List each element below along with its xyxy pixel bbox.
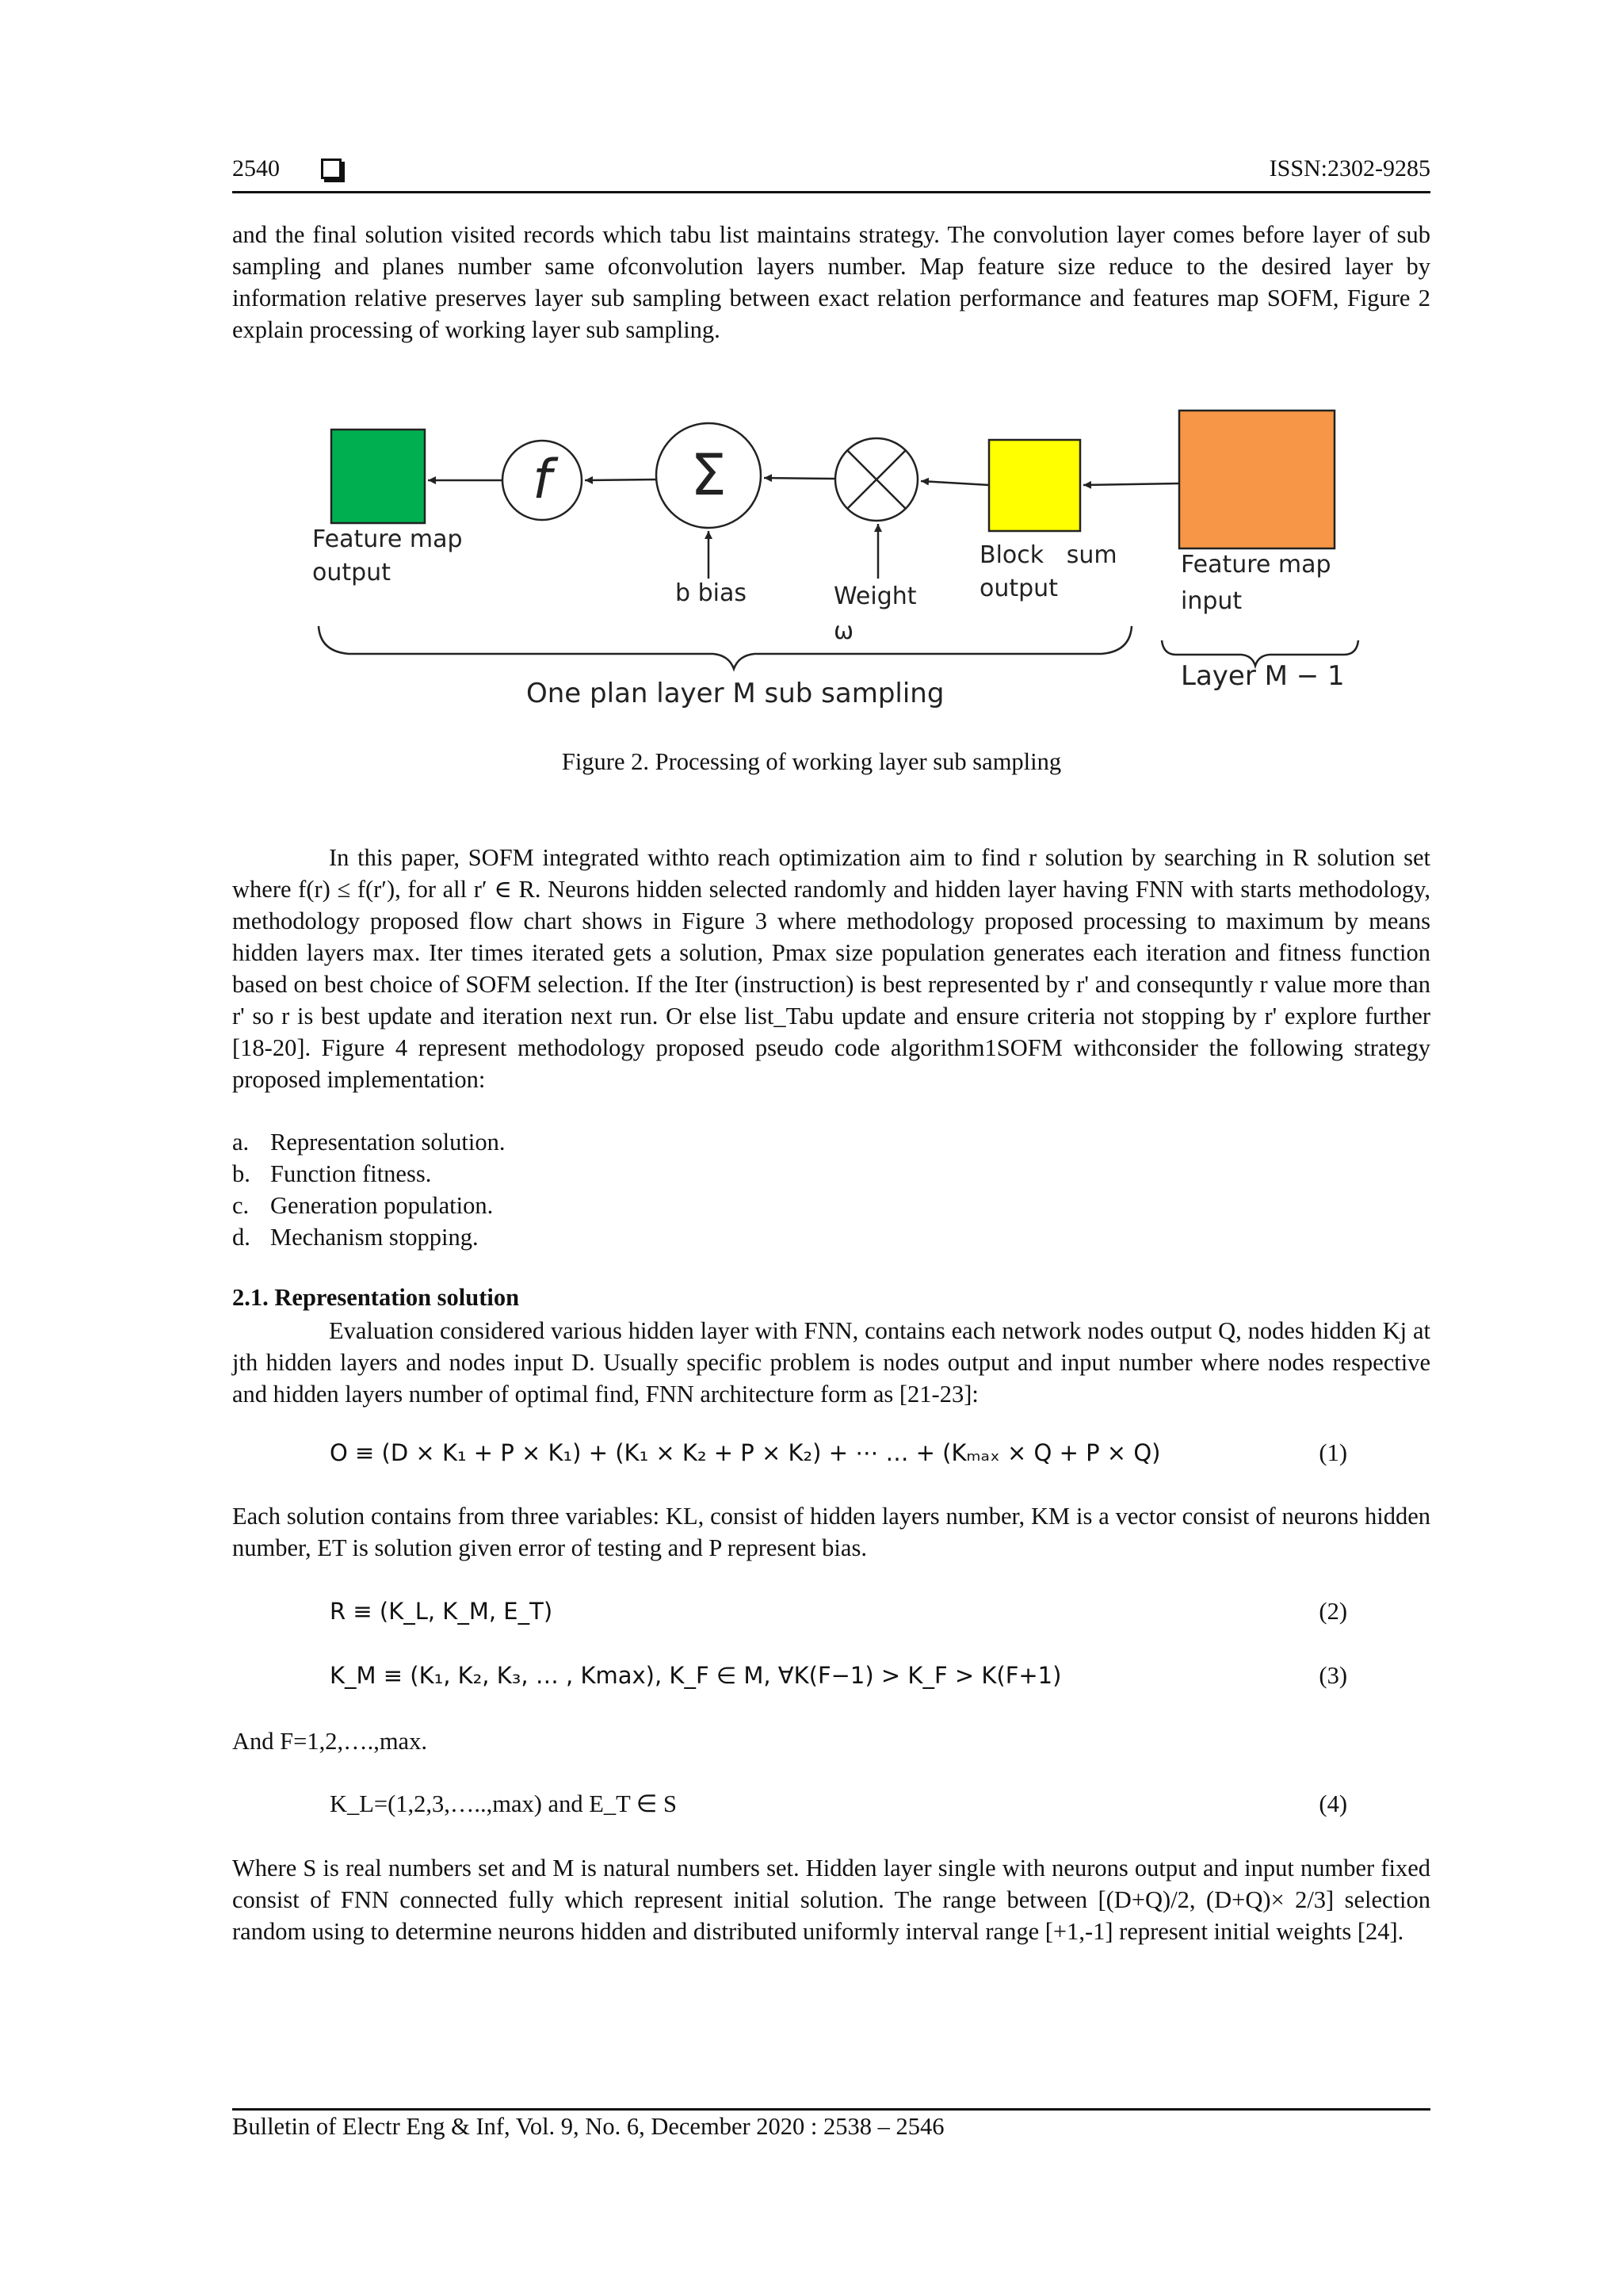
equation-3 [330, 1662, 1347, 1697]
block-sum-label-1: Block sum [980, 541, 1117, 569]
issn: ISSN:2302-9285 [1269, 155, 1430, 181]
block-sum-label-2: output [980, 575, 1058, 602]
feature-map-output-label-1: Feature map [312, 525, 463, 553]
list-item: a. Representation solution. [232, 1129, 506, 1156]
and-line: And F=1,2,….,max. [232, 1728, 427, 1755]
paragraph-2: In this paper, SOFM integrated withto reach optimization aim to find r solution by searching in R solution set where f(r) ≤ f(r′), for all r′ ∈ R. Neurons hidden selected randomly and hidden layer having FNN with starts methodology, methodology proposed flow chart shows in Figure 3 where methodology proposed processing to maximum by means hidden layers max. Iter times iterated gets a solution, Pmax size population generates each iteration and fitness function based on best choice of SOFM selection. If the Iter (instruction) is best represented by r' and consequntly r value more than r' so r is best update and iteration next run. Or else list_Tabu update and ensure criteria not stopping by r' explore further [18-20]. Figure 4 represent methodology proposed pseudo code algorithm1SOFM withconsider the following strategy proposed implementation: [232, 844, 1430, 1093]
list-item: d. Mechanism stopping. [232, 1224, 479, 1251]
header-rule [232, 191, 1430, 193]
feature-map-output-label-2: output [312, 559, 391, 586]
equation-1 [330, 1439, 1347, 1474]
intro-paragraph: and the final solution visited records which tabu list maintains strategy. The convolution layer comes before layer of sub sampling and planes number same ofconvolution layers number. Map feature size reduce to the desired layer by information relative preserves layer sub sampling between exact relation performance and features map SOFM, Figure 2 explain processing of working layer sub sampling. [232, 221, 1430, 343]
equation-4-body: K_L=(1,2,3,…..,max) and E_T ∈ S [330, 1790, 677, 1817]
strategy-list [232, 1126, 1430, 1253]
b-bias-label: b bias [675, 579, 747, 607]
square-bullet-icon [321, 159, 342, 179]
footer-rule [232, 2108, 1430, 2111]
feature-map-input-label-1: Feature map [1181, 551, 1331, 579]
brace-sub-sampling [319, 626, 1132, 669]
equation-2-number: (2) [1319, 1598, 1347, 1625]
list-item: c. Generation population. [232, 1192, 494, 1219]
equation-2-body: R ≡ (K_L, K_M, E_T) [330, 1598, 553, 1625]
feature-map-input-box [1179, 411, 1335, 548]
layer-m-1-label: Layer M − 1 [1181, 660, 1345, 692]
one-plan-layer-label: One plan layer M sub sampling [526, 678, 945, 709]
paragraph-4: Each solution contains from three variables: KL, consist of hidden layers number, KM is a vector consist of neurons hidden number, ET is solution given error of testing and P represent bias. [232, 1503, 1430, 1561]
equation-3-body: K_M ≡ (K₁, K₂, K₃, … , Kmax), K_F ∈ M, ∀K(F−1) > K_F > K(F+1) [330, 1662, 1062, 1689]
feature-map-input-label-2: input [1181, 587, 1243, 615]
paragraph-3: Evaluation considered various hidden layer with FNN, contains each network nodes output Q, nodes hidden Kj at jth hidden layers and nodes input D. Usually specific problem is nodes output and input number where nodes respective and hidden layers number of optimal find, FNN architecture form as [21-23]: [232, 1317, 1430, 1408]
page-number: 2540 [232, 155, 280, 181]
section-title: 2.1. Representation solution [232, 1284, 520, 1311]
weight-label-1: Weight [834, 583, 917, 610]
equation-1-body: O ≡ (D × K₁ + P × K₁) + (K₁ × K₂ + P × K₂) + ⋯ … + (Kₘₐₓ × Q + P × Q) [330, 1439, 1161, 1466]
sigma-symbol: Σ [690, 441, 727, 508]
block-sum-box [989, 440, 1080, 531]
equation-2 [330, 1598, 1347, 1633]
equation-4-number: (4) [1319, 1790, 1347, 1817]
page-footer: Bulletin of Electr Eng & Inf, Vol. 9, No. 6, December 2020 : 2538 – 2546 [232, 2113, 945, 2140]
equation-4 [330, 1790, 1347, 1825]
paragraph-5: Where S is real numbers set and M is natural numbers set. Hidden layer single with neurons output and input number fixed consist of FNN connected fully which represent initial solution. The range between [(D+Q)/2, (D+Q)× 2/3] selection random using to determine neurons hidden and distributed uniformly interval range [+1,-1] represent initial weights [24]. [232, 1855, 1430, 1945]
figure-2 [293, 396, 1371, 729]
weight-label-2: ω [834, 617, 854, 645]
f-symbol: f [533, 449, 552, 511]
feature-map-output-box [331, 430, 425, 523]
list-item: b. Function fitness. [232, 1160, 432, 1187]
page-header [232, 155, 1430, 189]
equation-1-number: (1) [1319, 1439, 1347, 1466]
equation-3-number: (3) [1319, 1662, 1347, 1689]
figure-caption: Figure 2. Processing of working layer sub sampling [561, 748, 1062, 775]
